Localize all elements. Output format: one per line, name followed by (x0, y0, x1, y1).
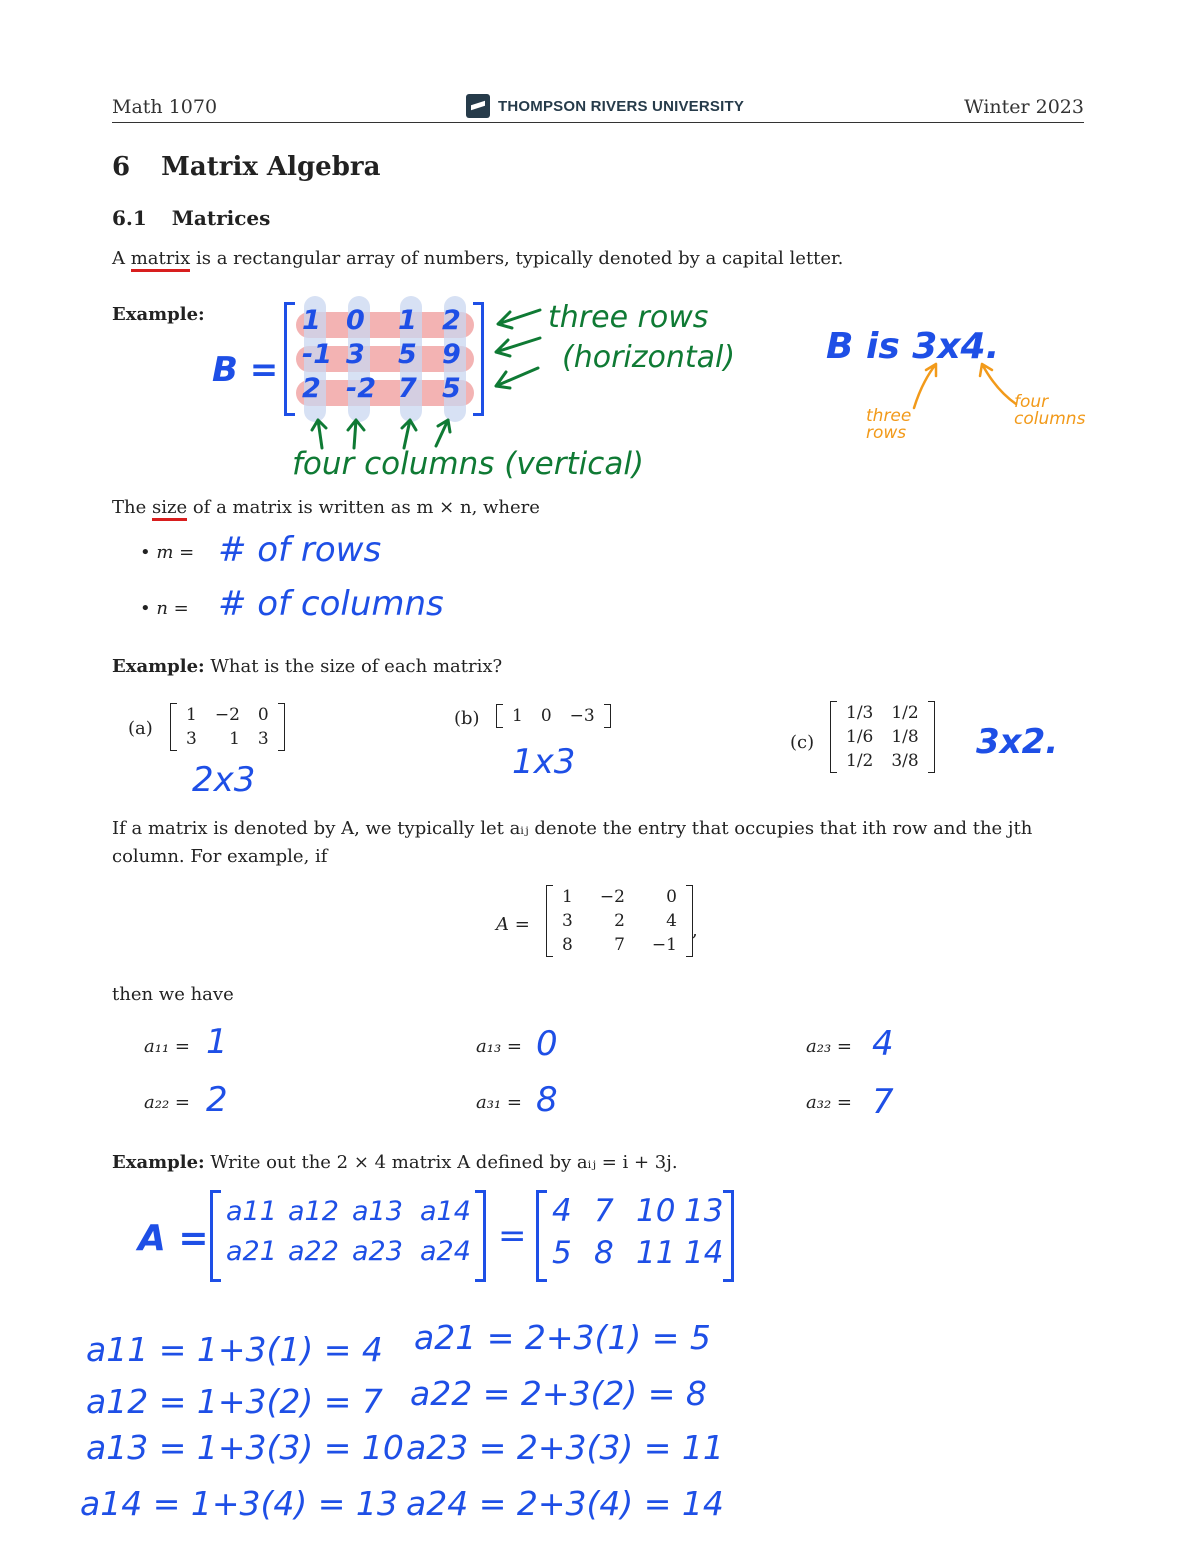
symbolic-entries (226, 1192, 480, 1272)
entry-label: a₃₂ = (806, 1092, 852, 1113)
matrix-right-bracket (278, 703, 285, 751)
matrix-row (837, 749, 928, 773)
matrix-cell: 1/3 (846, 703, 874, 723)
work-line: a14 = 1+3(4) = 13 (80, 1484, 398, 1523)
matrix-cell: a23 (352, 1236, 403, 1267)
matrix-left-bracket (170, 703, 177, 751)
equals-sign: = (498, 1216, 527, 1256)
b-size-note: B is 3x4. (826, 326, 1000, 367)
subsection-title: Matrices (171, 206, 271, 230)
matrix-cell: 10 (636, 1193, 676, 1229)
definition-pre: A (112, 248, 131, 269)
matrix-cell: 0 (257, 705, 269, 725)
matrix-row (226, 1192, 480, 1232)
matrix-b-row (302, 372, 472, 406)
part-a-answer: 2x3 (192, 760, 256, 800)
course-name: Math 1070 (112, 96, 218, 118)
horizontal-note: (horizontal) (562, 340, 736, 375)
matrix-cell: −3 (569, 706, 595, 726)
matrix-cell: 13 (684, 1193, 724, 1229)
matrix-right-bracket (928, 701, 935, 773)
m-answer: # of rows (218, 530, 382, 570)
matrix-b-part-table (503, 704, 604, 728)
matrix-cell: 8 (562, 935, 573, 955)
matrix-row (552, 1190, 724, 1232)
work-line: a13 = 1+3(3) = 10 (86, 1428, 404, 1467)
matrix-cell: 7 (594, 1193, 614, 1229)
matrix-a-part (170, 703, 285, 751)
matrix-definition (112, 248, 843, 269)
matrix-cell: −1 (651, 935, 677, 955)
matrix-left-bracket (536, 1190, 547, 1282)
matrix-row (503, 704, 604, 728)
matrix-cell: 0 (540, 706, 552, 726)
term-label: Winter 2023 (964, 96, 1084, 118)
matrix-row (553, 933, 686, 957)
matrix-a (546, 885, 693, 957)
section-title: Matrix Algebra (161, 152, 381, 182)
matrix-cell: 3/8 (891, 751, 919, 771)
entry-definition-line1: If a matrix is denoted by A, we typically let aᵢⱼ denote the entry that occupies that ith row and the jth (112, 818, 1033, 839)
bullet-icon: • (140, 542, 151, 563)
matrix-cell: 4 (666, 911, 677, 931)
matrix-b-row (302, 338, 472, 372)
matrix-left-bracket (546, 885, 553, 957)
entry-answer: 1 (206, 1022, 228, 1062)
matrix-cell: a12 (288, 1196, 339, 1227)
part-c-answer: 3x2. (976, 722, 1059, 762)
example1-label: Example: (112, 304, 205, 325)
matrix-row (552, 1232, 724, 1274)
matrix-cell: a14 (420, 1196, 471, 1227)
matrix-cell: 3 (562, 911, 573, 931)
matrix-b-cell: 5 (398, 339, 417, 370)
matrix-c-part (830, 701, 935, 773)
matrix-cell: 8 (594, 1235, 614, 1271)
matrix-row (226, 1232, 480, 1272)
arrow-icon (498, 310, 540, 328)
part-b-label: (b) (454, 708, 480, 729)
matrix-cell: 2 (614, 911, 625, 931)
matrix-cell: a24 (420, 1236, 471, 1267)
example3-matrix-name: A = (138, 1218, 209, 1259)
example3-prompt (112, 1152, 678, 1173)
university-crest-icon (466, 94, 490, 118)
matrix-a-table (553, 885, 686, 957)
work-line: a11 = 1+3(1) = 4 (86, 1330, 383, 1369)
work-line: a22 = 2+3(2) = 8 (410, 1374, 707, 1413)
matrix-cell: 11 (636, 1235, 676, 1271)
matrix-cell: a11 (226, 1196, 277, 1227)
matrix-c-part-table (837, 701, 928, 773)
matrix-b-cell: 1 (302, 305, 321, 336)
matrix-b-part (496, 704, 611, 728)
part-a-label: (a) (128, 718, 153, 739)
matrix-row (837, 701, 928, 725)
matrix-b-cell: -1 (302, 339, 332, 370)
matrix-cell: −2 (599, 887, 625, 907)
entry-answer: 4 (872, 1024, 894, 1064)
matrix-b-cell: 3 (346, 339, 365, 370)
n-bullet (140, 598, 189, 619)
numeric-matrix (536, 1190, 734, 1278)
size-definition (112, 497, 540, 518)
entry-label: a₁₁ = (144, 1036, 190, 1057)
work-line: a23 = 2+3(3) = 11 (406, 1428, 724, 1467)
matrix-b-cell: 2 (302, 373, 321, 404)
subsection-heading (112, 206, 270, 230)
matrix-b-cell: 9 (442, 339, 461, 370)
matrix-left-bracket (496, 704, 503, 728)
work-line: a21 = 2+3(1) = 5 (414, 1318, 711, 1357)
definition-term: matrix (131, 248, 191, 272)
matrix-cell: 4 (552, 1193, 572, 1229)
n-label: n = (156, 598, 189, 619)
matrix-cell: a22 (288, 1236, 339, 1267)
matrix-cell: 3 (186, 729, 197, 749)
matrix-cell: 1/2 (891, 703, 919, 723)
matrix-b-name: B = (212, 350, 279, 390)
university-name: THOMPSON RIVERS UNIVERSITY (498, 97, 745, 115)
matrix-left-bracket (210, 1190, 221, 1282)
section-heading (112, 152, 380, 182)
n-answer: # of columns (218, 584, 444, 624)
matrix-b-cell: 0 (346, 305, 365, 336)
size-def-post: of a matrix is written as m × n, where (187, 497, 540, 518)
entry-definition-line2: column. For example, if (112, 846, 328, 867)
matrix-cell: 1 (562, 887, 573, 907)
matrix-b (284, 302, 484, 412)
matrix-cell: 1 (186, 705, 197, 725)
symbolic-matrix (210, 1190, 486, 1278)
example3-question: Write out the 2 × 4 matrix A defined by aᵢⱼ = i + 3j. (204, 1152, 678, 1173)
example2-prompt (112, 656, 502, 677)
three-rows-orange-note: three rows (866, 406, 912, 443)
arrow-icon (496, 338, 540, 356)
entry-answer: 7 (872, 1082, 894, 1122)
arrow-icon (914, 364, 936, 408)
matrix-right-bracket (604, 704, 611, 728)
numeric-entries (552, 1190, 724, 1274)
example3-label: Example: (112, 1152, 205, 1173)
m-label: m = (156, 542, 195, 563)
matrix-right-bracket (723, 1190, 734, 1282)
matrix-row (553, 885, 686, 909)
four-columns-note: four columns (vertical) (292, 446, 645, 482)
matrix-cell: 1/8 (891, 727, 919, 747)
matrix-b-entries (302, 304, 472, 406)
matrix-a-comma: , (692, 920, 698, 941)
matrix-cell: 1/6 (846, 727, 874, 747)
size-def-term: size (152, 497, 187, 521)
header-rule (112, 122, 1084, 123)
matrix-cell: a21 (226, 1236, 277, 1267)
university-logo (466, 94, 744, 118)
three-rows-note: three rows (548, 300, 709, 335)
matrix-row (177, 727, 278, 751)
arrow-icon (980, 364, 1016, 404)
arrow-icon (402, 420, 416, 448)
part-b-answer: 1x3 (512, 742, 576, 782)
matrix-a-part-table (177, 703, 278, 751)
entry-answer: 2 (206, 1080, 228, 1120)
matrix-b-left-bracket (284, 302, 295, 416)
work-line: a24 = 2+3(4) = 14 (406, 1484, 724, 1523)
four-columns-orange-note: four columns (1014, 392, 1086, 429)
entry-label: a₃₁ = (476, 1092, 522, 1113)
matrix-left-bracket (830, 701, 837, 773)
arrow-icon (436, 420, 450, 446)
matrix-cell: 1 (512, 706, 523, 726)
entry-label: a₂₂ = (144, 1092, 190, 1113)
then-we-have: then we have (112, 984, 234, 1005)
size-def-pre: The (112, 497, 152, 518)
entry-answer: 0 (536, 1024, 558, 1064)
matrix-b-cell: 1 (398, 305, 417, 336)
entry-label: a₂₃ = (806, 1036, 852, 1057)
section-number: 6 (112, 152, 131, 182)
example2-label: Example: (112, 656, 205, 677)
arrow-icon (312, 420, 326, 448)
entry-label: a₁₃ = (476, 1036, 522, 1057)
matrix-cell: a13 (352, 1196, 403, 1227)
matrix-a-name: A = (496, 914, 530, 935)
matrix-cell: 7 (614, 935, 625, 955)
part-c-label: (c) (790, 732, 815, 753)
matrix-cell: 1/2 (846, 751, 874, 771)
matrix-b-cell: 7 (398, 373, 417, 404)
subsection-number: 6.1 (112, 206, 147, 230)
size-arrows (900, 356, 1030, 416)
matrix-cell: 1 (229, 729, 240, 749)
arrow-icon (496, 368, 538, 388)
work-line: a12 = 1+3(2) = 7 (86, 1382, 383, 1421)
example2-question: What is the size of each matrix? (204, 656, 503, 677)
matrix-row (177, 703, 278, 727)
matrix-b-cell: 5 (442, 373, 461, 404)
entry-answer: 8 (536, 1080, 558, 1120)
matrix-cell: 5 (552, 1235, 572, 1271)
matrix-cell: 3 (257, 729, 269, 749)
matrix-cell: 14 (684, 1235, 724, 1271)
matrix-b-cell: 2 (442, 305, 461, 336)
matrix-row (837, 725, 928, 749)
matrix-b-cell: -2 (346, 373, 376, 404)
matrix-b-row (302, 304, 472, 338)
matrix-cell: 0 (666, 887, 677, 907)
arrow-icon (348, 420, 364, 448)
matrix-row (553, 909, 686, 933)
bullet-icon: • (140, 598, 151, 619)
definition-post: is a rectangular array of numbers, typically denoted by a capital letter. (190, 248, 844, 269)
matrix-cell: −2 (214, 705, 240, 725)
m-bullet (140, 542, 194, 563)
